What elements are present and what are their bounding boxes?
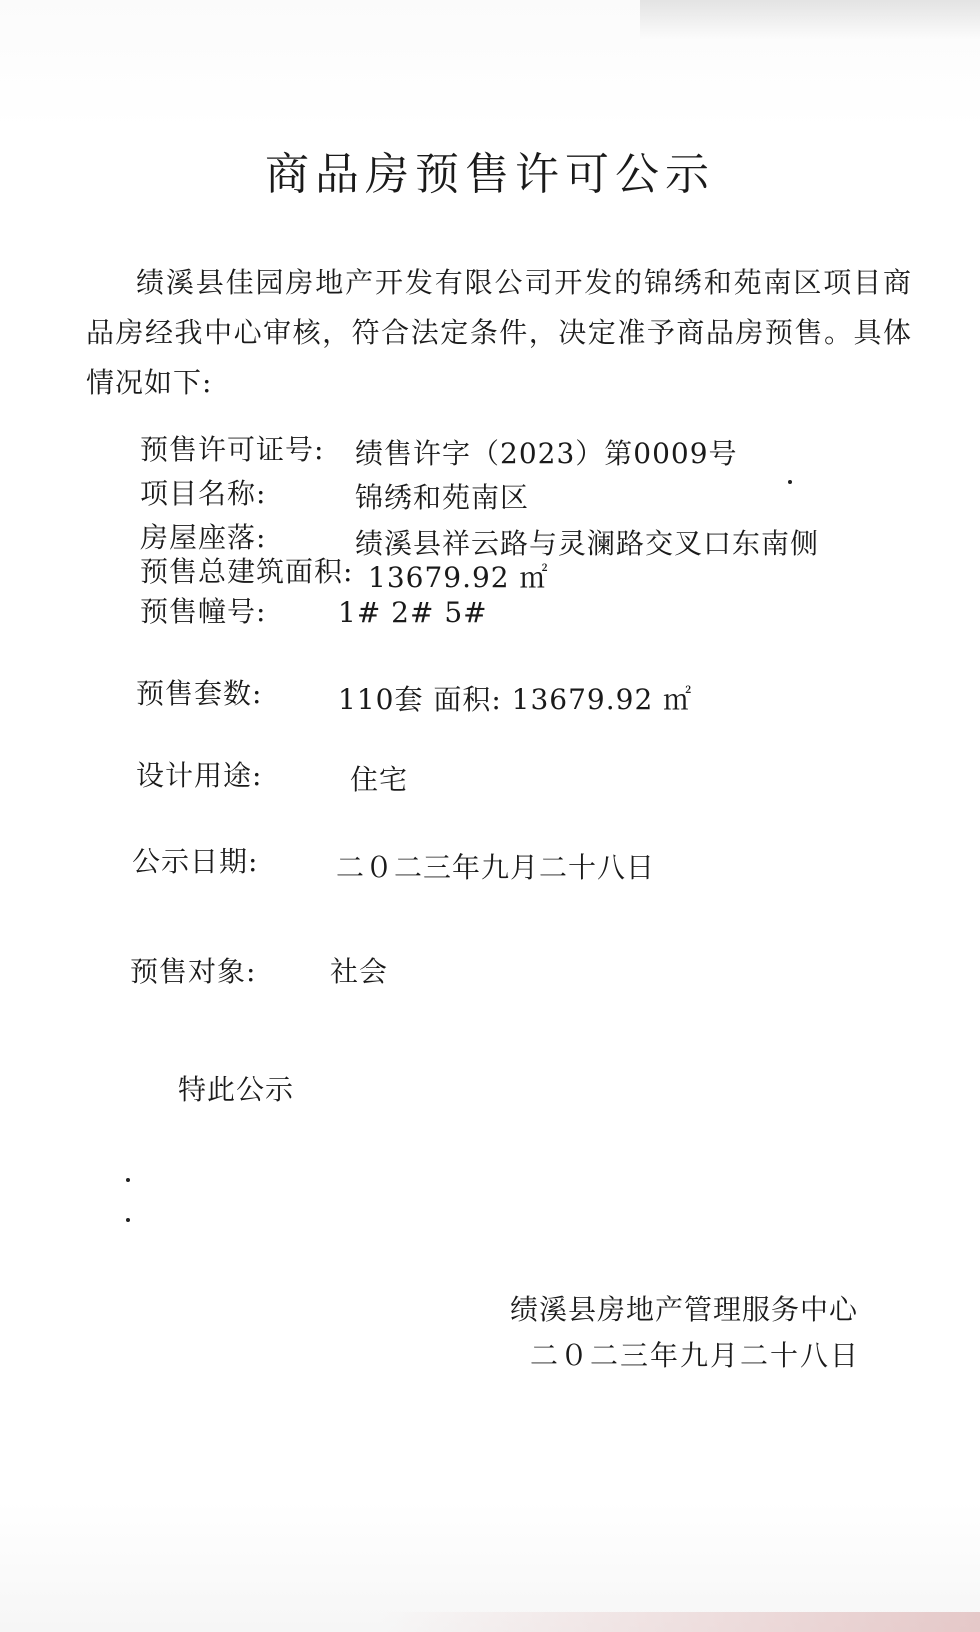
units-label: 预售套数:: [136, 677, 263, 710]
target-value: 社会: [330, 955, 389, 988]
project-name-value: 锦绣和苑南区: [355, 481, 530, 514]
buildings-value: 1# 2# 5#: [338, 596, 488, 629]
stray-mark: [788, 480, 792, 484]
usage-value: 住宅: [350, 763, 409, 796]
page-title: 商品房预售许可公示: [265, 149, 715, 200]
publish-date-label: 公示日期:: [132, 845, 259, 878]
license-no-label: 预售许可证号:: [140, 433, 325, 466]
stray-mark: [126, 1178, 130, 1182]
location-label: 房屋座落:: [140, 521, 267, 554]
project-name-label: 项目名称:: [140, 477, 267, 510]
target-label: 预售对象:: [130, 955, 257, 988]
scan-edge: [380, 1612, 980, 1632]
location-value: 绩溪县祥云路与灵澜路交叉口东南侧: [355, 527, 820, 560]
buildings-label: 预售幢号:: [140, 595, 267, 628]
units-value: 110套 面积: 13679.92 ㎡: [338, 683, 693, 716]
notice-text: 特此公示: [178, 1073, 295, 1106]
intro-paragraph: 绩溪县佳园房地产开发有限公司开发的锦绣和苑南区项目商品房经我中心审核，符合法定条件，决定准予商品房预售。具体情况如下:: [86, 266, 912, 399]
issue-date: 二０二三年九月二十八日: [530, 1339, 861, 1372]
total-area-value: 13679.92 ㎡: [368, 561, 549, 594]
publish-date-value: 二０二三年九月二十八日: [336, 851, 656, 884]
usage-label: 设计用途:: [136, 759, 263, 792]
license-no-value: 绩售许字（2023）第0009号: [355, 437, 738, 470]
total-area-label: 预售总建筑面积:: [140, 555, 354, 588]
scan-shadow: [640, 0, 980, 40]
issuer-name: 绩溪县房地产管理服务中心: [510, 1293, 859, 1326]
stray-mark: [126, 1218, 130, 1222]
